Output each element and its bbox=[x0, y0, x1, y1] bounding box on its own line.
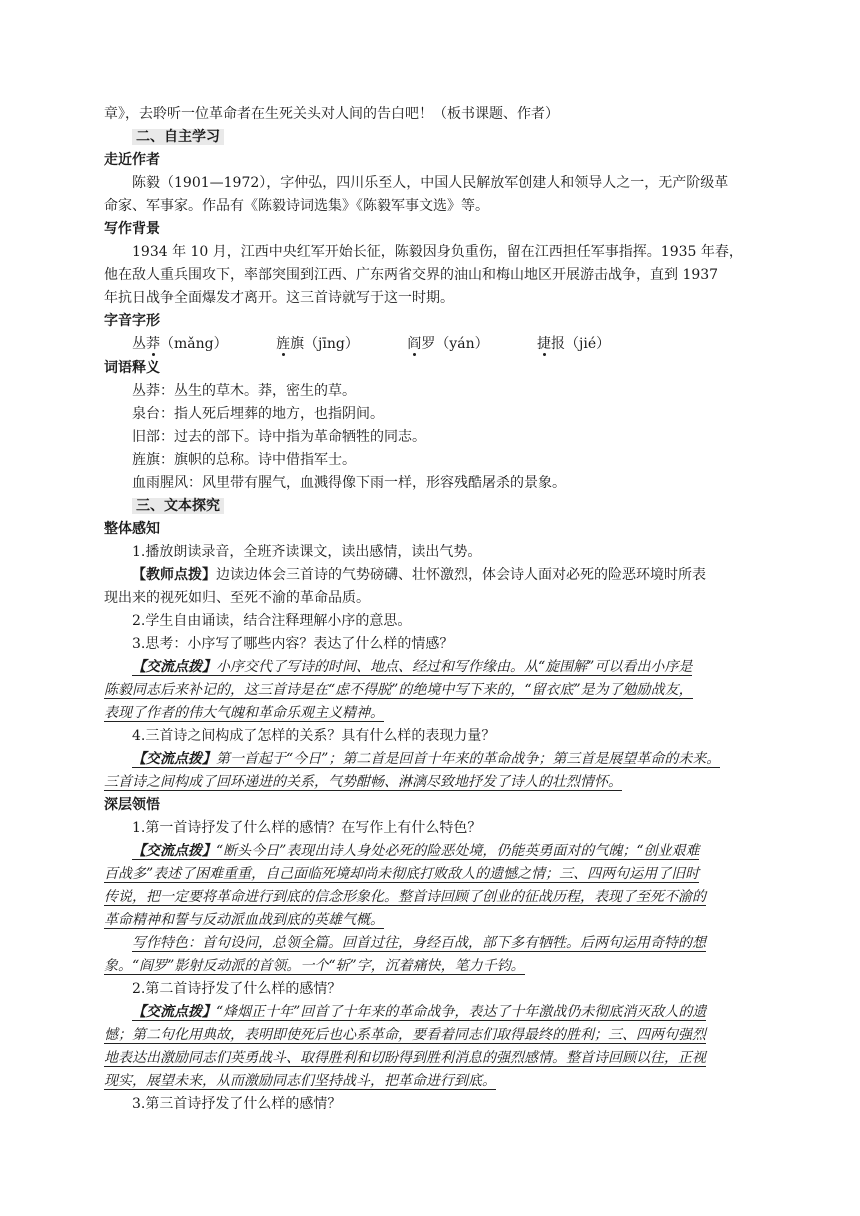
subheading-pronunciation: 字音字形 bbox=[104, 313, 160, 329]
pronunciation-row bbox=[132, 333, 764, 355]
background-paragraph-line: 年抗日战争全面爆发才离开。这三首诗就写于这一时期。 bbox=[104, 290, 454, 306]
answer-line: 【交流点拨】小序交代了写诗的时间、地点、经过和写作缘由。从“旋围解”可以看出小序是 bbox=[132, 659, 693, 675]
question: 3.思考：小序写了哪些内容？表达了什么样的情感？ bbox=[132, 636, 454, 652]
answer-line: 陈毅同志后来补记的，这三首诗是在“虑不得脱”的绝境中写下来的，“留衣底”是为了勉励战友， bbox=[104, 682, 693, 698]
background-paragraph-line: 1934 年 10 月，江西中央红军开始长征，陈毅因身负重伤，留在江西担任军事指挥。1935 年春， bbox=[132, 244, 743, 260]
answer-line: 现实，展望未来，从而激励同志们坚持战斗，把革命进行到底。 bbox=[104, 1073, 496, 1089]
vocab-item: 丛莽：丛生的草木。莽，密生的草。 bbox=[132, 383, 356, 399]
pronunciation-item: 捷报（jié） bbox=[537, 336, 611, 352]
section-heading-text-study: 三、文本探究 bbox=[132, 498, 224, 514]
author-paragraph-line: 命家、军事家。作品有《陈毅诗词选集》《陈毅军事文选》等。 bbox=[104, 198, 489, 214]
question: 1.播放朗读录音，全班齐读课文，读出感情，读出气势。 bbox=[132, 544, 482, 560]
answer-line: 象。“阎罗”影射反动派的首领。一个“斩”字，沉着痛快，笔力千钧。 bbox=[104, 958, 525, 974]
intro-line: 章》，去聆听一位革命者在生死关头对人间的告白吧！（板书课题、作者） bbox=[104, 106, 559, 122]
author-paragraph-line: 陈毅（1901—1972），字仲弘，四川乐至人，中国人民解放军创建人和领导人之一，无产阶级革 bbox=[132, 175, 729, 191]
answer-line: 憾；第二句化用典故，表明即使死后也心系革命，要看着同志们取得最终的胜利；三、四两句强烈 bbox=[104, 1027, 706, 1043]
background-paragraph-line: 他在敌人重兵围攻下，率部突围到江西、广东两省交界的油山和梅山地区开展游击战争，直到 1937 bbox=[104, 267, 719, 283]
teacher-tip-line: 现出来的视死如归、至死不渝的革命品质。 bbox=[104, 590, 370, 606]
question: 2.第二首诗抒发了什么样的感情？ bbox=[132, 981, 342, 997]
answer-line: 三首诗之间构成了回环递进的关系，气势酣畅、淋漓尽致地抒发了诗人的壮烈情怀。 bbox=[104, 774, 622, 790]
vocab-item: 旌旗：旗帜的总称。诗中借指军士。 bbox=[132, 452, 356, 468]
vocab-item: 泉台：指人死后埋葬的地方，也指阴间。 bbox=[132, 406, 384, 422]
answer-line: 地表达出激励同志们英勇战斗、取得胜利和切盼得到胜利消息的强烈感情。整首诗回顾以往，正视 bbox=[104, 1050, 706, 1066]
answer-line: 【交流点拨】“烽烟正十年”回首了十年来的革命战争，表达了十年激战仍未彻底消灭敌人的遗 bbox=[132, 1004, 707, 1020]
answer-line: 传说，把一定要将革命进行到底的信念形象化。整首诗回顾了创业的征战历程，表现了至死不渝的 bbox=[104, 889, 706, 905]
pronunciation-item: 阎罗（yán） bbox=[407, 336, 489, 352]
answer-line: 【交流点拨】第一首起于“今日”；第二首是回首十年来的革命战争；第三首是展望革命的未来。 bbox=[132, 751, 721, 767]
subheading-author: 走近作者 bbox=[104, 152, 160, 168]
subheading-background: 写作背景 bbox=[104, 221, 160, 237]
pronunciation-item: 旌旗（jīng） bbox=[276, 336, 359, 352]
subheading-deep: 深层领悟 bbox=[104, 797, 160, 813]
answer-line: 【交流点拨】“断头今日”表现出诗人身处必死的险恶处境，仍能英勇面对的气魄；“创业艰难 bbox=[132, 843, 700, 859]
question: 4.三首诗之间构成了怎样的关系？具有什么样的表现力量？ bbox=[132, 728, 496, 744]
pronunciation-item: 丛莽（mǎng） bbox=[132, 336, 228, 352]
answer-line: 百战多”表述了困难重重，自己面临死境却尚未彻底打败敌人的遗憾之情；三、四两句运用了旧时 bbox=[104, 866, 700, 882]
question: 3.第三首诗抒发了什么样的感情？ bbox=[132, 1096, 342, 1112]
teacher-tip-line: 【教师点拨】边读边体会三首诗的气势磅礴、壮怀激烈，体会诗人面对必死的险恶环境时所表 bbox=[132, 567, 706, 583]
subheading-vocabulary: 词语释义 bbox=[104, 360, 160, 376]
question: 1.第一首诗抒发了什么样的感情？在写作上有什么特色？ bbox=[132, 820, 482, 836]
section-heading-self-study: 二、自主学习 bbox=[132, 129, 224, 145]
subheading-overall: 整体感知 bbox=[104, 521, 160, 537]
answer-line: 表现了作者的伟大气魄和革命乐观主义精神。 bbox=[104, 705, 384, 721]
vocab-item: 旧部：过去的部下。诗中指为革命牺牲的同志。 bbox=[132, 429, 426, 445]
vocab-item: 血雨腥风：风里带有腥气，血溅得像下雨一样，形容残酷屠杀的景象。 bbox=[132, 475, 566, 491]
answer-line: 革命精神和誓与反动派血战到底的英雄气概。 bbox=[104, 912, 384, 928]
question: 2.学生自由诵读，结合注释理解小序的意思。 bbox=[132, 613, 412, 629]
answer-line: 写作特色：首句设问，总领全篇。回首过往，身经百战，部下多有牺牲。后两句运用奇特的想 bbox=[132, 935, 706, 951]
